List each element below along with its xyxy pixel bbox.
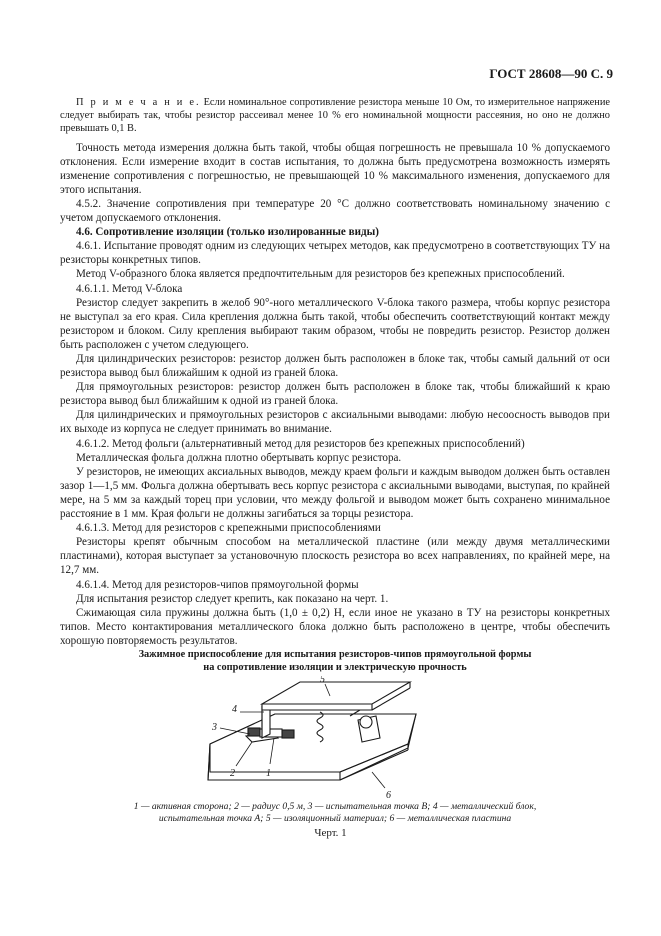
subsection-title: 4.6.1.3. Метод для резисторов с крепежными приспособлениями [76,522,381,535]
subsection-title: 4.6.1.4. Метод для резисторов-чипов прямоугольной формы [76,578,359,591]
paragraph: Для испытания резистор следует крепить, как показано на черт. 1. [76,592,389,605]
figure-number: Черт. 1 [314,827,347,839]
figure-title [60,648,610,674]
label-2: 2 [230,768,235,779]
paragraph: Резисторы крепят обычным способом на металлической пластине (или между двумя металлическими пластинами), которая выступает за установочную плоскость резистора во всех направлениях, по крайней мере, на 12,7 мм. [60,536,610,577]
paragraph: Металлическая фольга должна плотно обертывать корпус резистора. [76,451,402,464]
section-title: 4.6. Сопротивление изоляции (только изолированные виды) [76,226,379,239]
label-3: 3 [212,722,217,733]
paragraph: Точность метода измерения должна быть такой, чтобы общая погрешность не превышала 10 % допускаемого отклонения. Если измерение входит в состав испытания, то должна быть предусмотрена возможность измерять изменение сопротивления с погрешностью, не превышающей 10 % максимального изменения, допускаемого для этого испытания. [60,141,610,196]
note [60,96,610,136]
note-label: П р и м е ч а н и е. [76,97,201,108]
paragraph: Для прямоугольных резисторов: резистор должен быть расположен в блоке так, чтобы ближайший к краю резистора вывод был ближайшим к одной из граней блока. [60,381,610,408]
label-4: 4 [232,704,237,715]
note-text: Если номинальное сопротивление резистора меньше 10 Ом, то измерительное напряжение следует выбирать так, чтобы резистор рассеивал менее 10 % его номинальной мощности рассеяния, но оно не должно превышать 0,1 В. [60,97,611,135]
paragraph: Резистор следует закрепить в желоб 90°-ного металлического V-блока такого размера, чтобы корпус резистора не выступал за его края. Сила крепления должна быть такой, чтобы обеспечить соответствующий контакт между резистором и блоком. Силу крепления выбирают таким образом, чтобы не повредить резистор. Резистор должен быть расположен с учетом следующего. [60,296,610,351]
label-5: 5 [320,676,325,685]
paragraph: Для цилиндрических и прямоугольных резисторов с аксиальными выводами: любую несоосность выводов при их выходе из корпуса не следует принимать во внимание. [60,409,610,436]
caption-line-2: испытательная точка А; 5 — изоляционный материал; 6 — металлическая пластина [158,813,512,824]
subsection-title: 4.6.1.1. Метод V-блока [76,282,183,295]
figure-title-line-2: на сопротивление изоляции и электрическую прочность [203,662,467,673]
chip-fixture-drawing [190,676,430,800]
figure-title-line-1: Зажимное приспособление для испытания резисторов-чипов прямоугольной формы [138,649,532,660]
paragraph: 4.5.2. Значение сопротивления при температуре 20 °С должно соответствовать номинальному значению с учетом допускаемого отклонения. [60,197,610,225]
page-header: ГОСТ 28608—90 С. 9 [489,66,613,81]
paragraph: Для цилиндрических резисторов: резистор должен быть расположен в блоке так, чтобы самый дальний от оси резистора вывод был ближайшим к одной из граней блока. [60,353,610,380]
paragraph: Метод V-образного блока является предпочтительным для резисторов без крепежных приспособлений. [76,268,565,281]
subsection-title: 4.6.1.2. Метод фольги (альтернативный метод для резисторов без крепежных приспособлений) [76,437,525,450]
paragraph: 4.6.1. Испытание проводят одним из следующих четырех методов, как предусмотрено в соответствующих ТУ на резисторы конкретных типов. [60,240,610,267]
label-1: 1 [266,768,271,779]
paragraph: Сжимающая сила пружины должна быть (1,0 ± 0,2) Н, если иное не указано в ТУ на резисторы конкретных типов. Место контактирования металлического блока должно быть расположено в центре, чтобы обеспечить хорошую повторяемость результатов. [60,606,610,647]
label-6: 6 [386,790,391,800]
paragraph: У резисторов, не имеющих аксиальных выводов, между краем фольги и каждым выводом должен быть оставлен зазор 1—1,5 мм. Фольга должна обертывать весь корпус резистора с аксиальными выводами, выступая, по крайней мере, на 5 мм за каждый торец при условии, что между фольгой и выводом может быть сохранено минимальное расстояние в 1 мм. Края фольги не должны загибаться за торцы резистора. [60,465,611,521]
body-text [60,96,610,648]
caption-line-1: 1 — активная сторона; 2 — радиус 0,5 м, 3 — испытательная точка В; 4 — металлический блок, [133,801,537,812]
figure-caption [80,801,590,825]
insulating-arm [262,682,410,710]
metal-plate [208,714,416,780]
